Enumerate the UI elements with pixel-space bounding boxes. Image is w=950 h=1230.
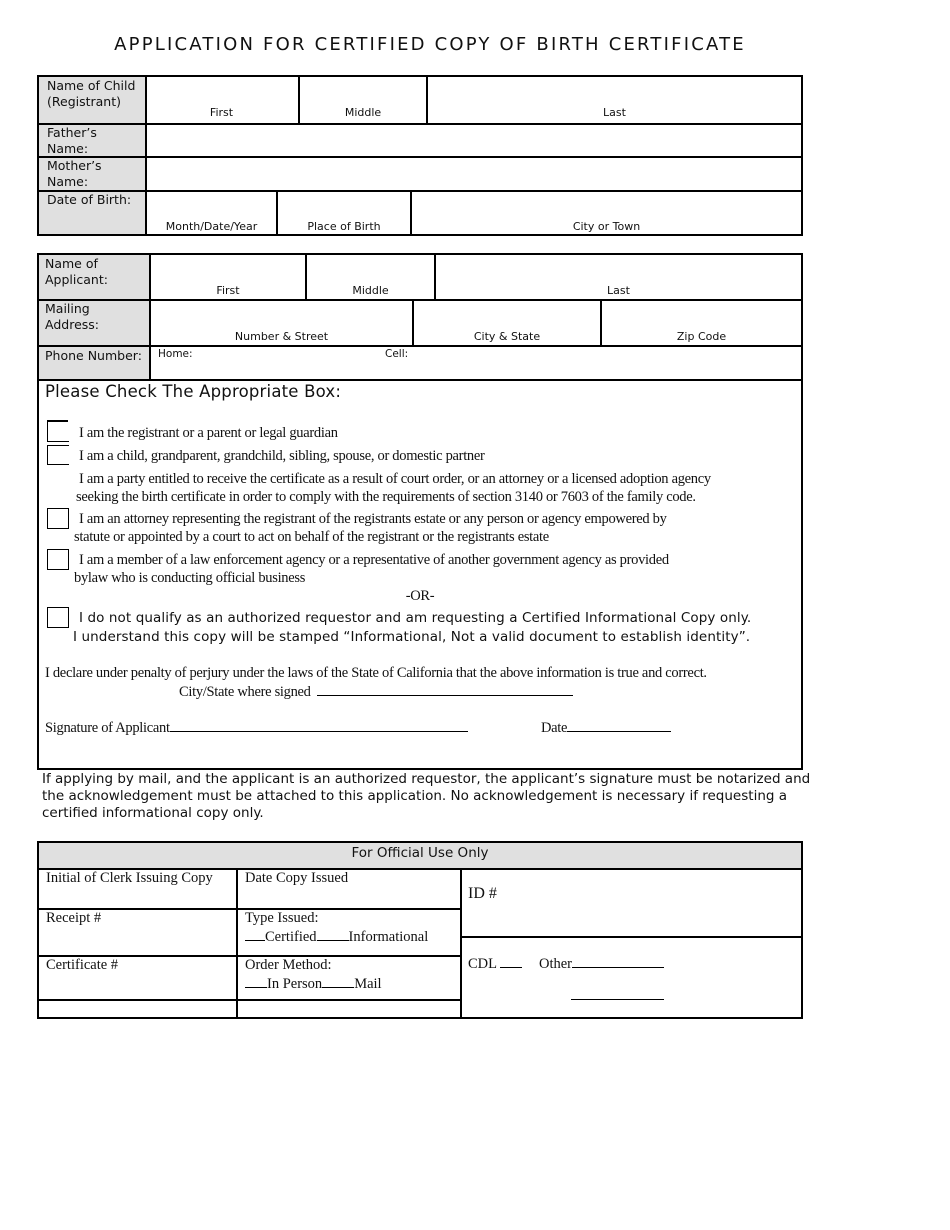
in-person-label: In Person (267, 976, 323, 992)
mother-name-field[interactable] (147, 158, 801, 190)
option-informational-line2: I understand this copy will be stamped “Informational, Not a valid document to establish identity”. (73, 629, 751, 645)
checkbox-attorney[interactable] (47, 508, 69, 529)
checkbox-law-enforcement[interactable] (47, 549, 69, 570)
or-divider: -OR- (405, 588, 435, 604)
signature-label: Signature of Applicant (45, 720, 170, 736)
mother-name-label: Mother’s Name: (47, 158, 102, 189)
cdl-label: CDL (468, 956, 497, 972)
city-signed-row (179, 682, 573, 701)
dob-label: Date of Birth: (47, 192, 132, 207)
street-field[interactable] (151, 301, 412, 345)
city-signed-field[interactable] (317, 682, 573, 696)
city-state-field[interactable] (414, 301, 600, 345)
type-issued-options (245, 927, 428, 946)
cell-phone-label: Cell: (385, 348, 409, 360)
mailing-address-label: Mailing Address: (45, 301, 99, 332)
other-label: Other (539, 956, 573, 972)
child-last-sublabel: Last (603, 106, 626, 119)
certified-check-field[interactable] (245, 927, 265, 941)
order-method-options (245, 974, 382, 993)
in-person-check-field[interactable] (245, 974, 267, 988)
cdl-row (468, 954, 522, 973)
child-name-label: Name of Child (Registrant) (47, 78, 136, 109)
other-field-2[interactable] (571, 999, 664, 1000)
applicant-first-sublabel: First (216, 284, 240, 297)
applicant-first-field[interactable] (151, 255, 305, 299)
option-relative-text: I am a child, grandparent, grandchild, sibling, spouse, or domestic partner (79, 448, 485, 464)
dob-sublabel: Month/Date/Year (165, 220, 258, 233)
option-informational-line1: I do not qualify as an authorized requestor and am requesting a Certified Informational Copy only. (79, 610, 752, 626)
child-info-table (37, 75, 803, 236)
home-phone-label: Home: (158, 348, 193, 360)
informational-check-field[interactable] (317, 927, 349, 941)
home-phone-field[interactable] (194, 347, 379, 377)
other-row (539, 954, 664, 973)
place-of-birth-sublabel: Place of Birth (307, 220, 381, 233)
place-of-birth-field[interactable] (278, 192, 410, 234)
mail-notice: If applying by mail, and the applicant is an authorized requestor, the applicant’s signature must be notarized and the acknowledgement must be attached to this application. No acknowledgement is necessary if requesting a certified informational copy only. (42, 771, 811, 821)
perjury-declaration: I declare under penalty of perjury under the laws of the State of California that the above information is true and correct. (45, 665, 707, 681)
child-last-field[interactable] (428, 77, 801, 123)
applicant-middle-field[interactable] (307, 255, 434, 299)
applicant-table (37, 253, 803, 770)
form-title: APPLICATION FOR CERTIFIED COPY OF BIRTH CERTIFICATE (114, 34, 746, 55)
other-field[interactable] (572, 954, 664, 968)
option-registrant-text: I am the registrant or a parent or legal guardian (79, 425, 338, 441)
signature-field[interactable] (170, 718, 468, 732)
child-first-field[interactable] (147, 77, 297, 123)
zip-sublabel: Zip Code (676, 330, 727, 343)
cell-phone-field[interactable] (414, 347, 799, 377)
applicant-name-label: Name of Applicant: (45, 256, 108, 287)
applicant-last-sublabel: Last (607, 284, 630, 297)
mail-label: Mail (354, 976, 382, 992)
check-heading: Please Check The Appropriate Box: (45, 382, 342, 401)
checkbox-registrant[interactable] (47, 422, 69, 442)
certificate-number-label: Certificate # (46, 957, 119, 973)
date-issued-label: Date Copy Issued (245, 870, 349, 886)
order-method-label: Order Method: (245, 957, 332, 973)
option-law-enforcement-line1: I am a member of a law enforcement agency or a representative of another government agency as provided (79, 552, 669, 568)
city-signed-label: City/State where signed (179, 684, 311, 700)
applicant-last-field[interactable] (436, 255, 801, 299)
city-state-sublabel: City & State (473, 330, 541, 343)
checkbox-relative[interactable] (47, 445, 69, 465)
city-town-sublabel: City or Town (572, 220, 641, 233)
receipt-label: Receipt # (46, 910, 102, 926)
zip-field[interactable] (602, 301, 801, 345)
option-attorney-line2: statute or appointed by a court to act on behalf of the registrant or the registrants estate (74, 529, 549, 545)
official-use-table (37, 841, 803, 1019)
date-label: Date (541, 720, 568, 736)
option-court-order-line2: seeking the birth certificate in order to comply with the requirements of section 3140 or 7603 of the family code. (76, 489, 696, 505)
date-field[interactable] (567, 718, 671, 732)
cdl-field[interactable] (500, 954, 522, 968)
official-header: For Official Use Only (351, 845, 489, 861)
type-issued-label: Type Issued: (245, 910, 319, 926)
city-town-field[interactable] (412, 192, 801, 234)
option-law-enforcement-line2: bylaw who is conducting official business (74, 570, 306, 586)
mail-check-field[interactable] (322, 974, 354, 988)
checkbox-informational[interactable] (47, 607, 69, 628)
dob-field[interactable] (147, 192, 276, 234)
child-middle-sublabel: Middle (344, 106, 382, 119)
clerk-initial-label: Initial of Clerk Issuing Copy (46, 870, 213, 886)
applicant-middle-sublabel: Middle (352, 284, 389, 297)
street-sublabel: Number & Street (234, 330, 329, 343)
date-row (541, 718, 671, 737)
phone-label: Phone Number: (45, 348, 142, 363)
certified-label: Certified (265, 929, 317, 945)
child-first-sublabel: First (209, 106, 234, 119)
child-middle-field[interactable] (300, 77, 426, 123)
id-label: ID # (468, 885, 497, 902)
informational-label: Informational (348, 929, 429, 945)
option-court-order-line1: I am a party entitled to receive the certificate as a result of court order, or an attorney or a licensed adoption agency (79, 471, 711, 487)
father-name-label: Father’s Name: (47, 125, 97, 156)
father-name-field[interactable] (147, 125, 801, 156)
option-attorney-line1: I am an attorney representing the registrant of the registrants estate or any person or agency empowered by (79, 511, 667, 527)
signature-row (45, 718, 468, 737)
